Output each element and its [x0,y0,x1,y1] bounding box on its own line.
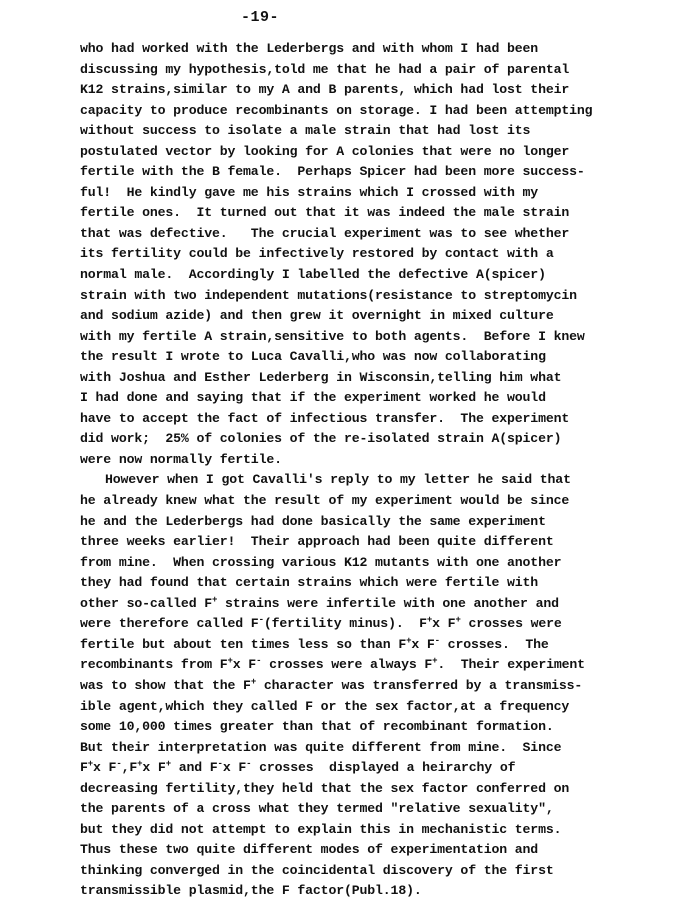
text-line: ful! He kindly gave me his strains which I crossed with my [80,184,539,200]
paragraph-1 [80,39,680,470]
text-line: fertile ones. It turned out that it was indeed the male strain [80,205,570,221]
paragraph-2 [80,470,680,901]
text-line: K12 strains,similar to my A and B parents, which had lost their [80,82,570,98]
text-line: ible agent,which they called F or the sex factor,at a frequency [80,698,570,714]
text-line: decreasing fertility,they held that the sex factor conferred on [80,780,570,796]
text-line: with Joshua and Esther Lederberg in Wisconsin,telling him what [80,369,562,385]
text-line: strain with two independent mutations(resistance to streptomycin [80,287,577,303]
text-line: was to show that the F+ character was transferred by a transmiss- [80,676,583,693]
text-line: its fertility could be infectively restored by contact with a [80,246,554,262]
text-line: they had found that certain strains which were fertile with [80,575,539,591]
text-line: were therefore called F-(fertility minus). F+x F+ crosses were [80,615,562,632]
text-line: the parents of a cross what they termed "relative sexuality", [80,801,554,817]
text-line: were now normally fertile. [80,451,282,467]
text-line: normal male. Accordingly I labelled the defective A(spicer) [80,267,546,283]
text-line: did work; 25% of colonies of the re-isolated strain A(spicer) [80,431,562,447]
text-line: some 10,000 times greater than that of recombinant formation. [80,719,554,735]
text-line: from mine. When crossing various K12 mutants with one another [80,554,562,570]
text-line: recombinants from F+x F- crosses were always F+. Their experiment [80,656,585,673]
text-line: postulated vector by looking for A colonies that were no longer [80,143,570,159]
text-line: discussing my hypothesis,told me that he had a pair of parental [80,61,570,77]
text-line: fertile but about ten times less so than F+x F- crosses. The [80,635,549,652]
body-text [80,39,680,902]
text-line: Thus these two quite different modes of experimentation and [80,842,539,858]
text-line: but they did not attempt to explain this in mechanistic terms. [80,821,562,837]
text-line: three weeks earlier! Their approach had been quite different [80,534,554,550]
text-line: capacity to produce recombinants on storage. I had been attempting [80,102,593,118]
text-line: he already knew what the result of my experiment would be since [80,493,570,509]
text-line: F+x F-,F+x F+ and F-x F- crosses displayed a heirarchy of [80,759,516,776]
text-line: But their interpretation was quite different from mine. Since [80,739,562,755]
text-line: transmissible plasmid,the F factor(Publ.18). [80,883,422,899]
text-line: who had worked with the Lederbergs and with whom I had been [80,41,539,56]
text-line: without success to isolate a male strain that had lost its [80,123,531,139]
text-line: thinking converged in the coincidental discovery of the first [80,862,554,878]
text-line: fertile with the B female. Perhaps Spicer had been more success- [80,164,585,180]
text-line: have to accept the fact of infectious transfer. The experiment [80,410,570,426]
text-line: that was defective. The crucial experiment was to see whether [80,225,570,241]
text-line: However when I got Cavalli's reply to my letter he said that [105,472,571,488]
text-line: and sodium azide) and then grew it overnight in mixed culture [80,308,554,324]
page-number: -19- [241,9,280,26]
text-line: with my fertile A strain,sensitive to both agents. Before I knew [80,328,585,344]
text-line: I had done and saying that if the experiment worked he would [80,390,546,406]
text-line: he and the Lederbergs had done basically the same experiment [80,513,546,529]
text-line: other so-called F+ strains were infertile with one another and [80,594,559,611]
text-line: the result I wrote to Luca Cavalli,who was now collaborating [80,349,546,365]
